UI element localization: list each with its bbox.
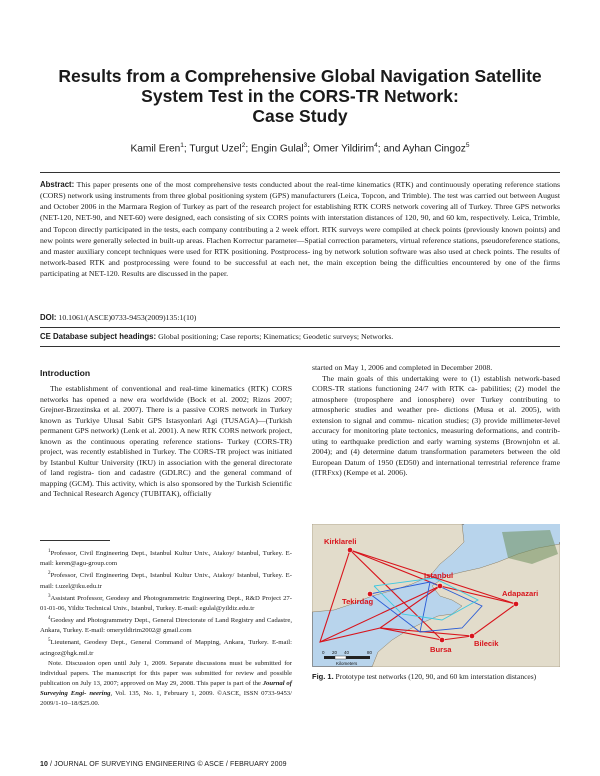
right-column-line: nication studies; (3) provide millimeter-level accuracy for — [312, 415, 560, 436]
author-name: Omer Yildirim — [312, 143, 375, 155]
doi-line — [40, 313, 196, 322]
author-name: Kamil Eren — [130, 143, 181, 155]
footnote — [40, 547, 292, 569]
footnote-line: Istanbul, Turkey. E-mail: t.uzel@iku.edu.tr — [40, 572, 292, 590]
introduction-line: a passive CORS network in Turkey known as Turkiye Ulusal — [40, 405, 292, 425]
scale-label: Kilometers — [336, 661, 358, 666]
footnote-mark: 1 — [48, 549, 51, 554]
note-line: be submitted for individual papers. The manuscript for this paper was — [40, 659, 292, 677]
author-separator: ; — [307, 143, 313, 155]
note-paragraph — [40, 659, 292, 709]
abstract-line: operating reference stations (CORS) network using instruments from three global positioning system (GPS) manufacturers (Leica, — [40, 180, 561, 201]
author-separator: ; — [245, 143, 251, 155]
author-affiliation-mark: 2 — [241, 142, 246, 149]
figure-map — [312, 524, 560, 667]
title-line-2: System Test in the CORS-TR Network: — [141, 86, 459, 106]
note-line: Note. Discussion open until July 1, 2009. Separate discussions must — [48, 659, 243, 667]
abstract-line: known points) and new points were generally selected in built-up areas. Flachen Korrectur parameter—Spatial correction parameters, — [40, 224, 561, 245]
station-istanbul — [437, 583, 442, 588]
abstract-line: successful at each net, the main exception being the difficulties encountered by one of the firms participating at NET-120. Results are — [40, 258, 561, 279]
author-affiliation-mark: 4 — [374, 142, 378, 149]
footnote-line: gmail.com — [163, 627, 192, 635]
city-label-bilecik: Bilecik — [474, 639, 499, 648]
footnote-line: Istanbul, Turkey. E-mail: keren@agu-group.com — [40, 550, 292, 568]
title-line-1: Results from a Comprehensive Global Navigation Satellite — [58, 66, 542, 86]
introduction-paragraph — [40, 384, 292, 500]
station-bursa — [439, 637, 444, 642]
doi-label: DOI: — [40, 313, 57, 322]
abstract-text — [40, 180, 560, 278]
title-line-3: Case Study — [252, 106, 348, 126]
right-column-line: over Turkey contributing to atmospheric studies and weather pre- — [312, 394, 561, 415]
figure-caption — [312, 672, 560, 682]
footnote-line: Turkey. E-mail: egulal@yildiz.edu.tr — [155, 604, 255, 612]
abstract-line: Topcon, and Trimble). The test was carried out between August and October 2006 in the Marmara Region of Turkey as part of the research — [40, 191, 560, 212]
page-number: 10 — [40, 761, 48, 768]
station-bilecik — [469, 633, 474, 638]
footnote-mark: 5 — [48, 638, 51, 644]
caption-text: Prototype test networks (120, 90, and 60 km interstation distances) — [335, 672, 537, 681]
station-kirklareli — [347, 547, 352, 552]
city-label-bursa: Bursa — [430, 645, 452, 654]
introduction-body — [40, 384, 292, 500]
ce-label: CE Database subject headings: — [40, 332, 157, 341]
abstract-line: ing by network solution software was also used at check points. The results of network-based RTK and postprocessing were found to be — [40, 246, 560, 268]
scale-bar-segment — [335, 656, 346, 659]
introduction-line: project, known as the continuous operating reference stations- — [40, 426, 293, 446]
footnote — [40, 569, 292, 591]
introduction-line: tion and cadastre (GDLRC) and the general command of mapping — [40, 468, 292, 488]
author-affiliation-mark: 1 — [180, 142, 184, 149]
station-adapazari — [513, 601, 518, 606]
footnote-mark: 3 — [48, 593, 51, 599]
right-paragraph-goals — [312, 374, 560, 479]
scale-tick-80: 80 — [367, 650, 373, 655]
introduction-line: et al. 2002; Rizos 2007; Grejner-Brzezinska et al. 2007). There is — [40, 394, 292, 415]
abstract-line: designed, each consisting of six CORS points with interstation distances of 120, 90, and 60 km, respectively. Leica, Trimble, and Topcon — [40, 213, 560, 234]
right-column-line: 2006). — [387, 468, 408, 478]
abstract-line: virtual reference stations, pseudoreference stations, and master auxiliary concept techniques were used for RTK positioning. Postprocess- — [40, 235, 560, 256]
right-column-body — [312, 363, 560, 479]
note-tail: 2009/1-10–18/$25.00. — [40, 699, 100, 707]
journal-footer: JOURNAL OF SURVEYING ENGINEERING © ASCE / FEBRUARY 2009 — [54, 761, 287, 768]
right-column-line: uting to earthquake prediction and early warning systems — [312, 436, 500, 446]
footnote — [40, 592, 292, 614]
right-column-line: The main goals of this undertaking were to (1) establish — [322, 373, 511, 383]
note-journal: Journal of Surveying Engi- — [40, 679, 292, 697]
city-label-kirklareli: Kirklareli — [324, 537, 357, 546]
scale-bar-body — [324, 656, 370, 659]
note-tail: , Vol. 135, No. 1, February 1, 2009. ©ASCE, ISSN 0733-9453/ — [110, 689, 293, 697]
abstract-line: directly participated in the tests, each company contributing a 2 week effort. RTK surveys were compiled at check points (previously — [78, 224, 500, 234]
caption-label: Fig. 1. — [312, 672, 334, 681]
introduction-line: Scientific and Technical Research Agency (TUBITAK), officially — [40, 478, 292, 499]
author-affiliation-mark: 5 — [465, 142, 470, 149]
right-column-line: international terrestrial reference frame (ITRFxx) (Kempe et al. — [312, 457, 561, 478]
footnote-mark: 2 — [48, 571, 51, 577]
author-separator: ; — [183, 143, 190, 155]
note-line: submitted for review and possible publication on July 13, 2007; approved — [40, 669, 293, 687]
footnote-line: Professor, Civil Engineering Dept., Istanbul Kultur Univ., Atakoy/ — [50, 572, 235, 580]
footnote-line: Geodesy and Photogrammetry Dept., General Directorate of Land — [50, 617, 229, 625]
introduction-line: GPS network) (Lenk et al. 2001). A new RTK CORS network — [74, 426, 267, 436]
introduction-line: The establishment of conventional and real-time kinematics — [50, 384, 245, 393]
ce-subject-headings — [40, 332, 393, 341]
abstract — [40, 179, 560, 279]
author-name: Ayhan Cingoz — [402, 143, 466, 155]
footnotes — [40, 547, 292, 709]
introduction-line: (IKU) in association with the general directorate of land registra- — [40, 457, 293, 478]
footnote — [40, 636, 292, 658]
right-column-line: monitoring plate tectonics, measuring deformations, and contrib- — [353, 426, 561, 436]
introduction-line: Turkey (CORS-TR) project, was recently established in Turkey. — [40, 436, 292, 457]
footnote-line: Professor, Civil Engineering Dept., Istanbul Kultur Univ., Atakoy/ — [50, 550, 235, 558]
top-rule — [40, 172, 560, 173]
footnote-line: Turkey. E-mail: acingoz@hgk.mil.tr — [40, 639, 292, 657]
right-column-line: (Brownjohn et al. 2004); and (4) determine datum transformation — [312, 436, 560, 457]
introduction-line: Sabit GPS Istasyonlari Agi (TUSAGA)—(Turkish permanent — [40, 415, 292, 436]
introduction-line: (RTK) CORS networks has opened a new era worldwide (Bock — [40, 384, 293, 404]
right-column-line: dictions (Musa et al. 2005), with extension to signal and commu- — [312, 405, 560, 425]
footnote — [40, 614, 292, 636]
abstract-line: This paper presents one of the most comprehensive tests conducted about the real-time kinematics (RTK) and continuously — [76, 180, 471, 189]
city-label-adapazari: Adapazari — [502, 589, 539, 598]
footnote-mark: 4 — [48, 615, 51, 621]
footnote-line: Assistant Professor, Geodesy and Photogrammetric Engineering — [50, 594, 225, 602]
page-footer: 10 / JOURNAL OF SURVEYING ENGINEERING © ASCE / FEBRUARY 2009 — [40, 761, 287, 768]
right-column-line: network-based CORS-TR stations functioning 24/7 with RTK ca- — [312, 373, 560, 394]
abstract-label: Abstract: — [40, 180, 75, 189]
city-label-istanbul: Istanbul — [424, 571, 454, 580]
abstract-line: project for establishing RTK CORS network covering all of Turkey. Three GPS networks (NET-120, NET-90, and NET-60) were — [40, 202, 561, 223]
scale-tick-20: 20 — [332, 650, 338, 655]
introduction-line: The CORS-TR project was initiated by Istanbul Kultur University — [40, 447, 292, 467]
author-separator: ; and — [377, 143, 403, 155]
station-tekirdag — [367, 591, 372, 596]
abstract-line: discussed in the paper. — [157, 269, 229, 279]
author-affiliation-mark: 3 — [303, 142, 308, 149]
right-column-line: pabilities; (2) model the atmosphere (troposphere and ionosphere) — [312, 384, 560, 404]
right-column-line: parameters between the old European Datum of 1950 (ED50) and — [312, 447, 561, 467]
footnote-line: Lieutenant, Geodesy Dept., General Command of Mapping, Ankara, — [50, 639, 246, 647]
mid-rule-1 — [40, 327, 560, 328]
note-journal-cont: neering — [89, 689, 111, 697]
footnote-rule — [40, 540, 110, 541]
right-paragraph-continued — [312, 363, 560, 374]
city-label-tekirdag: Tekirdag — [342, 597, 374, 606]
introduction-line: (GCM). This activity, which is also sponsored by the Turkish — [69, 478, 261, 488]
mid-rule-2 — [40, 346, 560, 347]
author-name: Engin Gulal — [250, 143, 304, 155]
author-list — [40, 142, 560, 154]
introduction-heading: Introduction — [40, 368, 91, 378]
right-column-line: started on May 1, 2006 and completed in December 2008. — [312, 363, 493, 372]
paper-title — [40, 66, 560, 126]
footnote-line: Dept., R&D Project 27-01-01-06, Yildiz Technical Univ., Istanbul, — [40, 594, 292, 612]
doi-value: 10.1061/(ASCE)0733-9453(2009)135:1(10) — [58, 313, 197, 322]
note-line: on May 29, 2008. This paper is part of the — [147, 679, 263, 687]
author-name: Turgut Uzel — [189, 143, 242, 155]
scale-tick-0: 0 — [322, 650, 325, 655]
footnote-line: Registry and Cadastre, Ankara, Turkey. E-mail: omeryildirim2002@ — [40, 617, 292, 635]
ce-value: Global positioning; Case reports; Kinematics; Geodetic surveys; Networks. — [158, 332, 394, 341]
scale-tick-40: 40 — [344, 650, 350, 655]
